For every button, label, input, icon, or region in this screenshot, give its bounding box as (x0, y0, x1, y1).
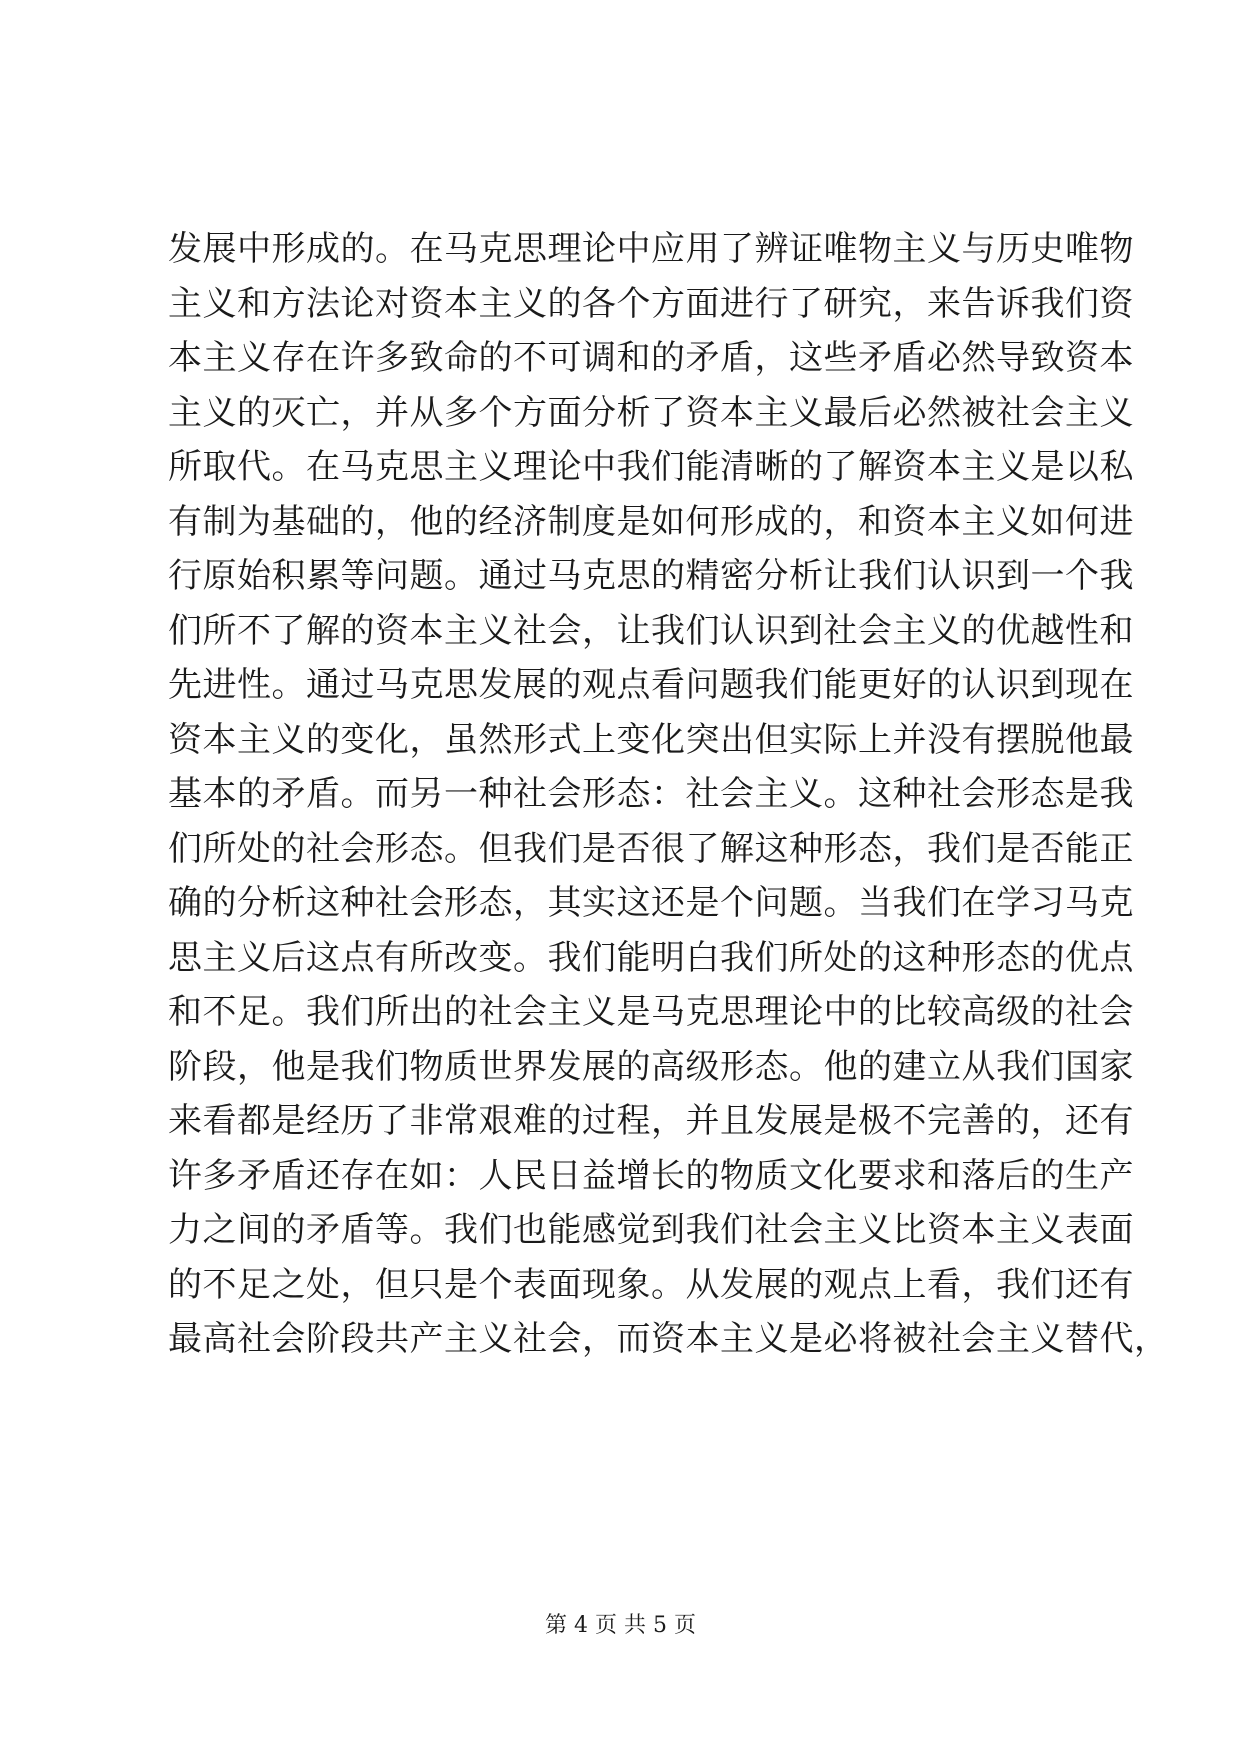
text-line: 许多矛盾还存在如：人民日益增长的物质文化要求和落后的生产 (168, 1155, 1134, 1196)
text-line: 最高社会阶段共产主义社会，而资本主义是必将被社会主义替代， (168, 1319, 1169, 1359)
text-line: 本主义存在许多致命的不可调和的矛盾，这些矛盾必然导致资本 (168, 338, 1134, 378)
text-line: 阶段，他是我们物质世界发展的高级形态。他的建立从我们国家 (168, 1046, 1134, 1087)
text-line: 思主义后这点有所改变。我们能明白我们所处的这种形态的优点 (168, 937, 1134, 978)
text-line: 们所处的社会形态。但我们是否很了解这种形态，我们是否能正 (168, 828, 1134, 869)
text-line: 资本主义的变化，虽然形式上变化突出但实际上并没有摆脱他最 (168, 719, 1134, 760)
body-text (168, 222, 1169, 1367)
page-number-footer: 第 4 页 共 5 页 (545, 1613, 696, 1638)
text-line: 主义的灭亡，并从多个方面分析了资本主义最后必然被社会主义 (168, 392, 1134, 433)
text-line: 基本的矛盾。而另一种社会形态：社会主义。这种社会形态是我 (168, 774, 1134, 814)
text-line: 先进性。通过马克思发展的观点看问题我们能更好的认识到现在 (168, 665, 1134, 705)
text-line: 来看都是经历了非常艰难的过程，并且发展是极不完善的，还有 (168, 1101, 1134, 1141)
text-line: 主义和方法论对资本主义的各个方面进行了研究，来告诉我们资 (168, 283, 1134, 324)
text-line: 的不足之处，但只是个表面现象。从发展的观点上看，我们还有 (168, 1264, 1134, 1305)
text-line: 发展中形成的。在马克思理论中应用了辨证唯物主义与历史唯物 (168, 229, 1134, 269)
text-line: 有制为基础的，他的经济制度是如何形成的，和资本主义如何进 (168, 501, 1134, 542)
text-line: 力之间的矛盾等。我们也能感觉到我们社会主义比资本主义表面 (168, 1210, 1134, 1250)
text-line: 行原始积累等问题。通过马克思的精密分析让我们认识到一个我 (168, 556, 1134, 596)
text-line: 们所不了解的资本主义社会，让我们认识到社会主义的优越性和 (168, 610, 1134, 651)
text-line: 所取代。在马克思主义理论中我们能清晰的了解资本主义是以私 (168, 447, 1134, 487)
text-line: 和不足。我们所出的社会主义是马克思理论中的比较高级的社会 (168, 992, 1134, 1032)
text-line: 确的分析这种社会形态，其实这还是个问题。当我们在学习马克 (168, 883, 1134, 923)
